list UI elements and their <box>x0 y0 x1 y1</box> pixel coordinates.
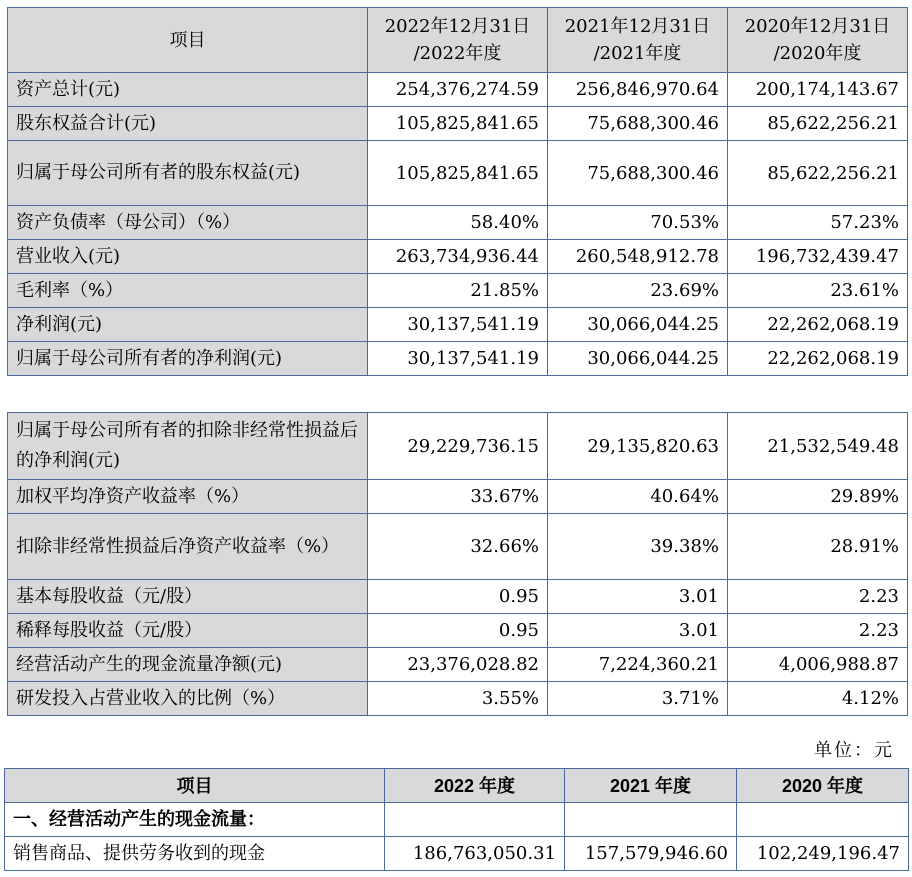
cash-flow-table <box>4 768 909 871</box>
cell-2020: 196,732,439.47 <box>728 240 908 274</box>
cell-2022: 32.66% <box>368 514 548 580</box>
cell-2020: 21,532,549.48 <box>728 413 908 480</box>
cell-2021: 75,688,300.46 <box>548 141 728 206</box>
cell-2021: 3.01 <box>548 580 728 614</box>
cell-2020: 2.23 <box>728 580 908 614</box>
cell-2020: 29.89% <box>728 480 908 514</box>
cell-2022: 186,763,050.31 <box>385 837 565 871</box>
cell-2020: 22,262,068.19 <box>728 342 908 376</box>
cell-2021 <box>565 803 737 837</box>
cell-2020: 4.12% <box>728 682 908 716</box>
cell-2021: 39.38% <box>548 514 728 580</box>
cell-2021: 70.53% <box>548 206 728 240</box>
cell-2021: 157,579,946.60 <box>565 837 737 871</box>
section-title: 一、经营活动产生的现金流量： <box>5 803 385 837</box>
header-2021: 2021年12月31日 /2021年度 <box>548 8 728 73</box>
row-label: 基本每股收益（元/股） <box>8 580 368 614</box>
cell-2021: 29,135,820.63 <box>548 413 728 480</box>
cell-2021: 23.69% <box>548 274 728 308</box>
header-row <box>8 8 908 73</box>
row-label: 研发投入占营业收入的比例（%） <box>8 682 368 716</box>
table-row <box>8 514 908 580</box>
table-row <box>8 308 908 342</box>
row-label: 经营活动产生的现金流量净额(元) <box>8 648 368 682</box>
cell-2022: 21.85% <box>368 274 548 308</box>
cell-2022: 3.55% <box>368 682 548 716</box>
section-row <box>5 803 909 837</box>
cell-2021: 30,066,044.25 <box>548 308 728 342</box>
cell-2021: 30,066,044.25 <box>548 342 728 376</box>
cell-2020: 4,006,988.87 <box>728 648 908 682</box>
cell-2022: 0.95 <box>368 580 548 614</box>
cell-2022: 0.95 <box>368 614 548 648</box>
cell-2022: 30,137,541.19 <box>368 308 548 342</box>
cell-2021: 260,548,912.78 <box>548 240 728 274</box>
cell-2020: 2.23 <box>728 614 908 648</box>
financial-summary-table-2 <box>7 412 908 716</box>
cell-2022 <box>385 803 565 837</box>
row-label: 归属于母公司所有者的股东权益(元) <box>8 141 368 206</box>
table-row <box>8 141 908 206</box>
table-row <box>8 413 908 480</box>
header-2022: 2022 年度 <box>385 769 565 803</box>
table-row <box>5 837 909 871</box>
cell-2020: 200,174,143.67 <box>728 73 908 107</box>
cell-2020: 28.91% <box>728 514 908 580</box>
cell-2020: 85,622,256.21 <box>728 107 908 141</box>
table-row <box>8 480 908 514</box>
table-row <box>8 648 908 682</box>
cell-2022: 58.40% <box>368 206 548 240</box>
cell-2022: 105,825,841.65 <box>368 107 548 141</box>
header-item: 项目 <box>5 769 385 803</box>
cell-2020 <box>737 803 909 837</box>
cell-2021: 3.71% <box>548 682 728 716</box>
cell-2020: 85,622,256.21 <box>728 141 908 206</box>
cell-2022: 105,825,841.65 <box>368 141 548 206</box>
row-label: 毛利率（%） <box>8 274 368 308</box>
cell-2021: 3.01 <box>548 614 728 648</box>
row-label: 销售商品、提供劳务收到的现金 <box>5 837 385 871</box>
cell-2020: 23.61% <box>728 274 908 308</box>
cell-2021: 7,224,360.21 <box>548 648 728 682</box>
row-label: 扣除非经常性损益后净资产收益率（%） <box>8 514 368 580</box>
header-item: 项目 <box>8 8 368 73</box>
row-label: 稀释每股收益（元/股） <box>8 614 368 648</box>
table-row <box>8 614 908 648</box>
table-row <box>8 682 908 716</box>
cell-2020: 22,262,068.19 <box>728 308 908 342</box>
cell-2022: 254,376,274.59 <box>368 73 548 107</box>
row-label: 资产负债率（母公司）（%） <box>8 206 368 240</box>
row-label: 股东权益合计(元) <box>8 107 368 141</box>
cell-2020: 102,249,196.47 <box>737 837 909 871</box>
table-row <box>8 240 908 274</box>
cell-2022: 23,376,028.82 <box>368 648 548 682</box>
cell-2021: 75,688,300.46 <box>548 107 728 141</box>
row-label: 净利润(元) <box>8 308 368 342</box>
row-label: 资产总计(元) <box>8 73 368 107</box>
table-row <box>8 342 908 376</box>
cell-2021: 40.64% <box>548 480 728 514</box>
cell-2022: 30,137,541.19 <box>368 342 548 376</box>
table-row <box>8 73 908 107</box>
cell-2022: 33.67% <box>368 480 548 514</box>
cell-2022: 263,734,936.44 <box>368 240 548 274</box>
row-label: 营业收入(元) <box>8 240 368 274</box>
row-label: 归属于母公司所有者的净利润(元) <box>8 342 368 376</box>
table-row <box>8 206 908 240</box>
financial-summary-table-1 <box>7 7 908 376</box>
header-2021: 2021 年度 <box>565 769 737 803</box>
unit-label: 单位：元 <box>814 740 894 761</box>
row-label: 归属于母公司所有者的扣除非经常性损益后的净利润(元) <box>8 413 368 480</box>
table-row <box>8 274 908 308</box>
cell-2020: 57.23% <box>728 206 908 240</box>
row-label: 加权平均净资产收益率（%） <box>8 480 368 514</box>
header-2020: 2020 年度 <box>737 769 909 803</box>
header-2022: 2022年12月31日 /2022年度 <box>368 8 548 73</box>
table-row <box>8 580 908 614</box>
header-row <box>5 769 909 803</box>
cell-2022: 29,229,736.15 <box>368 413 548 480</box>
header-2020: 2020年12月31日 /2020年度 <box>728 8 908 73</box>
cell-2021: 256,846,970.64 <box>548 73 728 107</box>
table-row <box>8 107 908 141</box>
